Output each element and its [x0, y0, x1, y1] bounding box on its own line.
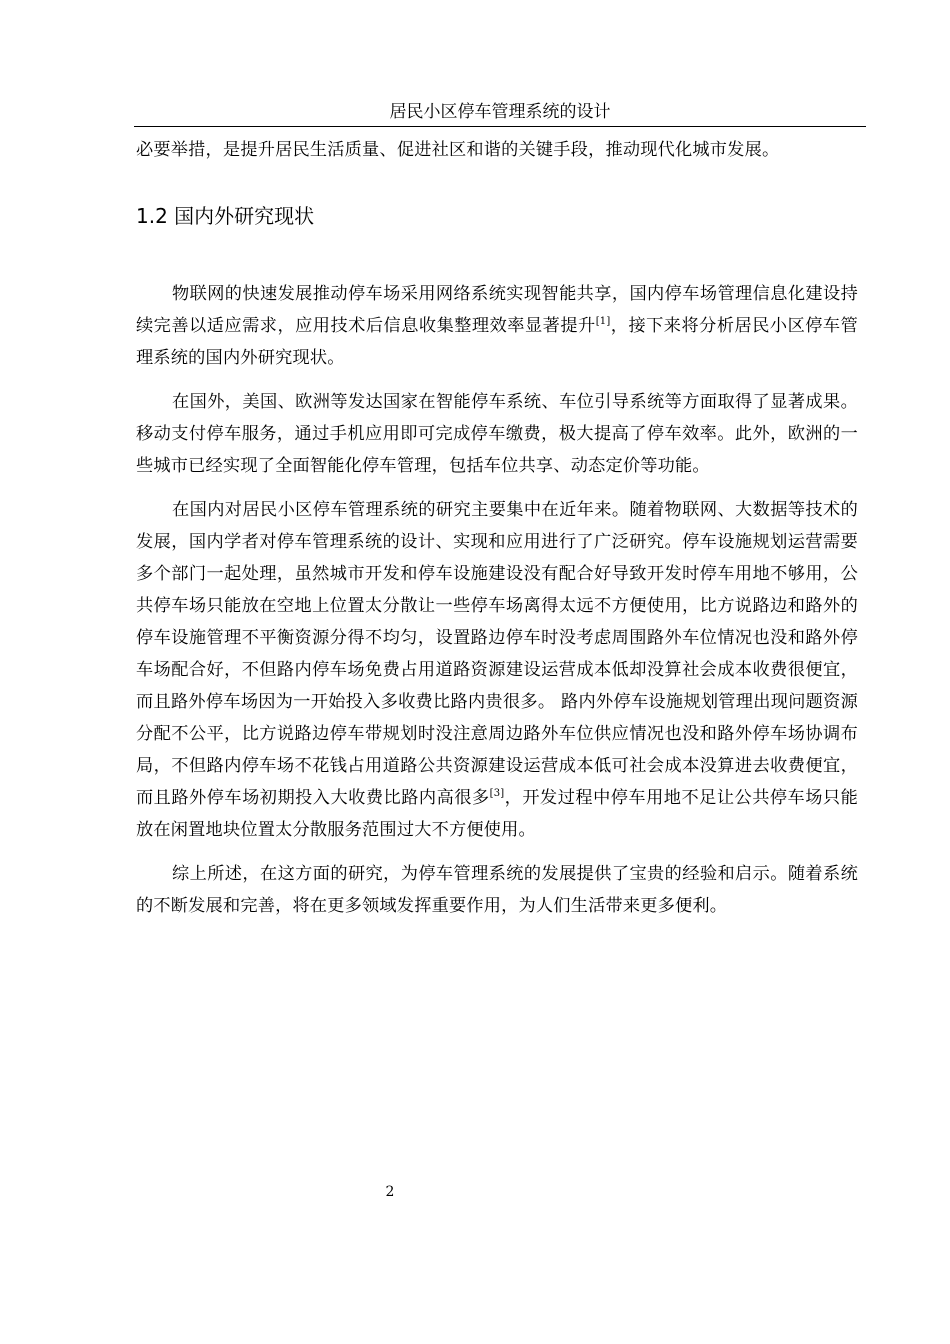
paragraph-3-text: 在国内对居民小区停车管理系统的研究主要集中在近年来。随着物联网、大数据等技术的发展，国内学者对停车管理系统的设计、实现和应用进行了广泛研究。停车设施规划运营需要多个部门一起处理，虽然城市开发和停车设施建设没有配合好导致开发时停车用地不够用，公共停车场只能放在空地上位置太分散让一些停车场离得太远不方便使用，比方说路边和路外的停车设施管理不平衡资源分得不均匀，设置路边停车时没考虑周围路外车位情况也没和路外停车场配合好，不但路内停车场免费占用道路资源建设运营成本低却没算社会成本收费很便宜，而且路外停车场因为一开始投入多收费比路内贵很多。 路内外停车设施规划管理出现问题资源分配不公平，比方说路边停车带规划时没注意周边路外车位供应情况也没和路外停车场协调布局，不但路内停车场不花钱占用道路公共资源建设运营成本低可社会成本没算进去收费便宜，而且路外停车场初期投入大收费比路内高很多: [136, 500, 858, 808]
header-title: 居民小区停车管理系统的设计: [389, 102, 611, 122]
paragraph-1: [136, 278, 858, 374]
page-number: 2: [385, 1184, 395, 1200]
paragraph-4: 综上所述，在这方面的研究，为停车管理系统的发展提供了宝贵的经验和启示。随着系统的不断发展和完善，将在更多领域发挥重要作用，为人们生活带来更多便利。: [136, 864, 858, 916]
continuation-paragraph: 必要举措，是提升居民生活质量、促进社区和谐的关键手段，推动现代化城市发展。: [136, 140, 780, 160]
citation-1: [1]: [595, 316, 611, 327]
paragraph-3-text-end: ，开发过程中停车用地不足让公共停车场只能放在闲置地块位置太分散服务范围过大不方便使用。: [136, 788, 858, 840]
section-heading: 1.2 国内外研究现状: [136, 204, 315, 228]
paragraph-2: 在国外，美国、欧洲等发达国家在智能停车系统、车位引导系统等方面取得了显著成果。移动支付停车服务，通过手机应用即可完成停车缴费，极大提高了停车效率。此外，欧洲的一些城市已经实现了全面智能化停车管理，包括车位共享、动态定价等功能。: [136, 392, 858, 476]
paragraph-1-text: 物联网的快速发展推动停车场采用网络系统实现智能共享，国内停车场管理信息化建设持续完善以适应需求，应用技术后信息收集整理效率显著提升: [136, 284, 858, 336]
page-body: [136, 134, 858, 922]
citation-3: [3]: [489, 788, 505, 799]
paragraph-1-text-end: ，接下来将分析居民小区停车管理系统的国内外研究现状。: [136, 316, 858, 368]
paragraph-3: [136, 494, 858, 846]
running-header: [134, 100, 866, 127]
